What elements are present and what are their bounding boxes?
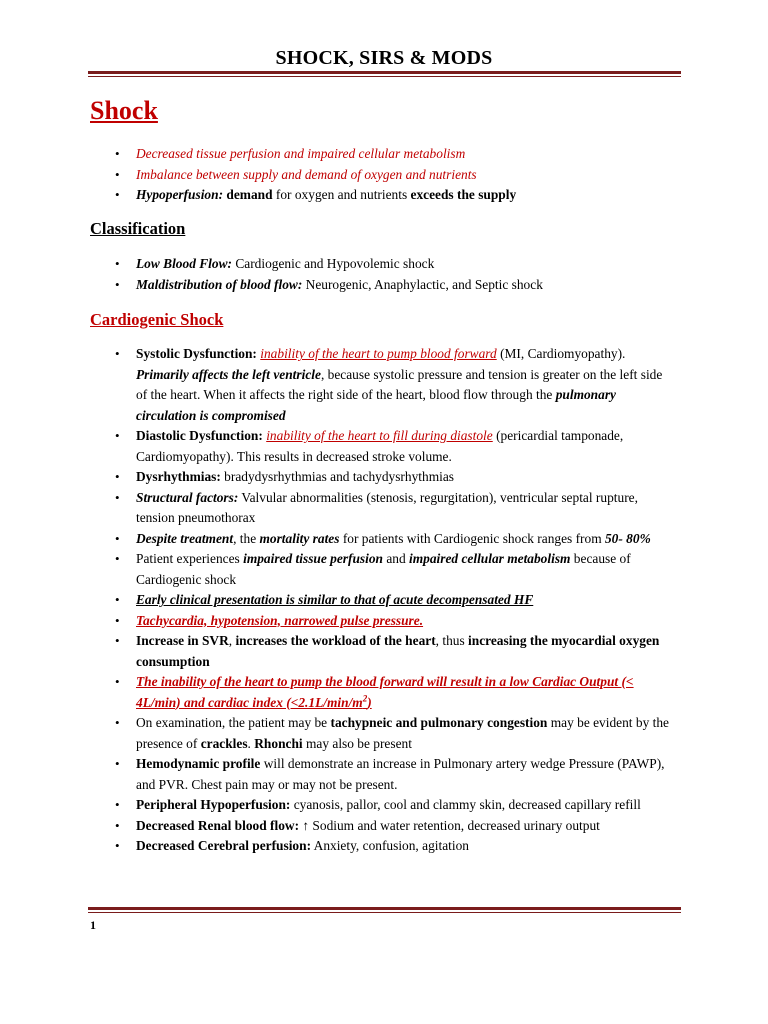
list-item: • Decreased Cerebral perfusion: Anxiety, confusion, agitation <box>0 836 676 857</box>
list-item: • Decreased tissue perfusion and impaired cellular metabolism <box>0 144 676 165</box>
list-item: • Imbalance between supply and demand of oxygen and nutrients <box>0 165 676 186</box>
list-item: • Decreased Renal blood flow: ↑ Sodium and water retention, decreased urinary output <box>0 816 676 837</box>
footer-rule <box>88 907 681 913</box>
shock-definition-list <box>0 144 676 206</box>
list-item: • The inability of the heart to pump the blood forward will result in a low Cardiac Output (< 4L/min) and cardiac index $(<2.1L/\min/m^2)$ <box>0 672 676 713</box>
classification-heading: Classification <box>90 219 186 238</box>
list-item: • Despite treatment, the mortality rates for patients with Cardiogenic shock ranges from 50- 80% <box>0 529 676 550</box>
page-number: 1 <box>90 918 96 932</box>
list-item: • Early clinical presentation is similar to that of acute decompensated HF <box>0 590 676 611</box>
cardiogenic-heading: Cardiogenic Shock <box>90 310 224 329</box>
list-item: • Dysrhythmias: bradydysrhythmias and tachydysrhythmias <box>0 467 676 488</box>
list-item: • Maldistribution of blood flow: Neurogenic, Anaphylactic, and Septic shock <box>0 275 676 296</box>
header-rule <box>88 71 681 77</box>
list-item: • On examination, the patient may be tachypneic and pulmonary congestion may be evident by the presence of crackles. Rhonchi may also be present <box>0 713 676 754</box>
list-item: • Hemodynamic profile will demonstrate an increase in Pulmonary artery wedge Pressure (PAWP), and PVR. Chest pain may or may not be present. <box>0 754 676 795</box>
page-title: SHOCK, SIRS & MODS <box>275 47 493 69</box>
list-item: • Peripheral Hypoperfusion: cyanosis, pallor, cool and clammy skin, decreased capillary refill <box>0 795 676 816</box>
list-item: • Diastolic Dysfunction: inability of the heart to fill during diastole (pericardial tamponade, Cardiomyopathy). This results in decreased stroke volume. <box>0 426 676 467</box>
list-item: • Increase in SVR, increases the workload of the heart, thus increasing the myocardial oxygen consumption <box>0 631 676 672</box>
list-item: • Low Blood Flow: Cardiogenic and Hypovolemic shock <box>0 254 676 275</box>
list-item: • Systolic Dysfunction: inability of the heart to pump blood forward (MI, Cardiomyopathy). Primarily affects the left ventricle, because systolic pressure and tension is greater on the left side of the heart. When it affects the right side of the heart, blood flow through the pulmonary circulation is compromised <box>0 344 676 426</box>
shock-heading: Shock <box>90 96 158 125</box>
list-item: • Patient experiences impaired tissue perfusion and impaired cellular metabolism because of Cardiogenic shock <box>0 549 676 590</box>
list-item: • Structural factors: Valvular abnormalities (stenosis, regurgitation), ventricular septal rupture, tension pneumothorax <box>0 488 676 529</box>
list-item: • Hypoperfusion: demand for oxygen and nutrients exceeds the supply <box>0 185 676 206</box>
list-item: • Tachycardia, hypotension, narrowed pulse pressure. <box>0 611 676 632</box>
classification-list <box>0 254 676 295</box>
cardiogenic-list <box>0 344 676 857</box>
